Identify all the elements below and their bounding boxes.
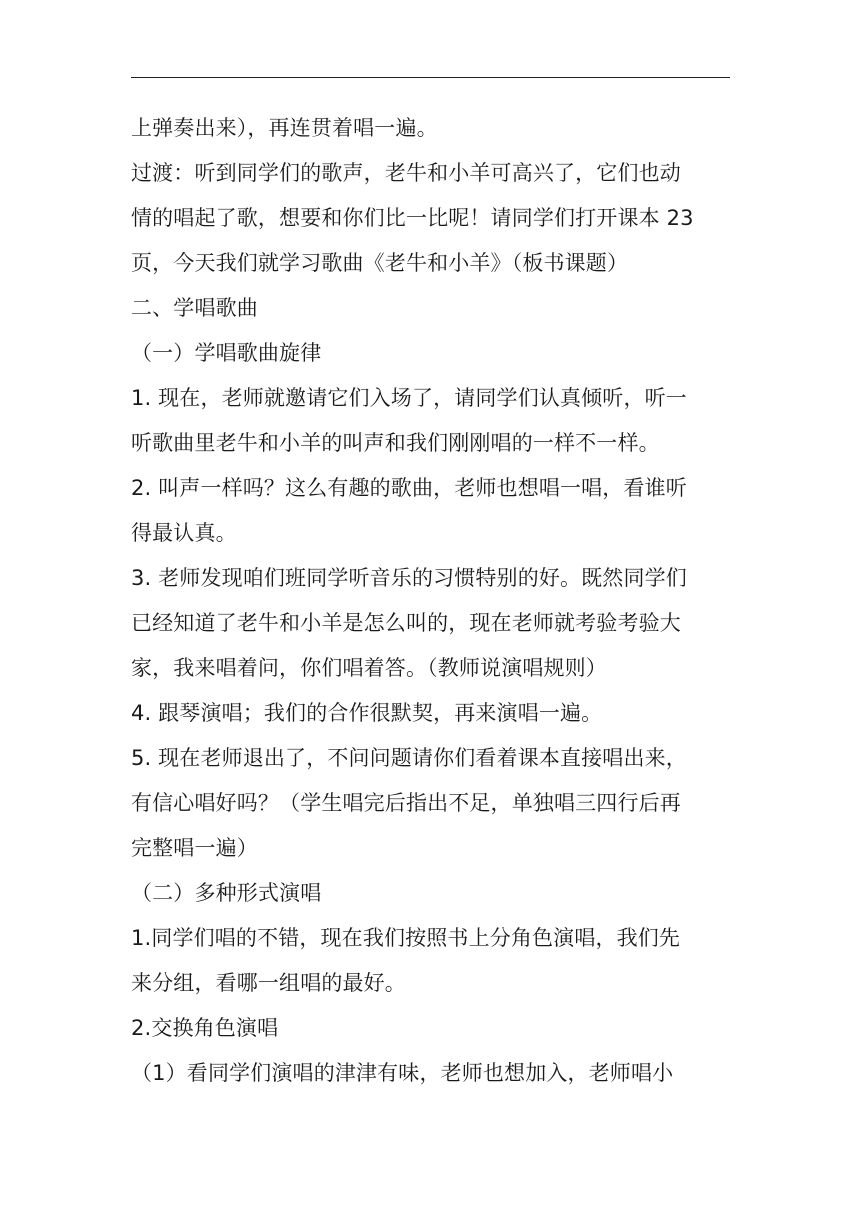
text-line: 1.同学们唱的不错，现在我们按照书上分角色演唱，我们先 xyxy=(131,926,681,950)
subsection-heading: （二）多种形式演唱 xyxy=(131,881,322,905)
text-line: 已经知道了老牛和小羊是怎么叫的，现在老师就考验考验大 xyxy=(131,611,681,635)
text-line: 来分组，看哪一组唱的最好。 xyxy=(131,971,406,995)
text-line: 4. 跟琴演唱；我们的合作很默契，再来演唱一遍。 xyxy=(131,701,603,725)
text-line: 有信心唱好吗？（学生唱完后指出不足，单独唱三四行后再 xyxy=(131,791,681,815)
text-line: 5. 现在老师退出了，不问问题请你们看着课本直接唱出来， xyxy=(131,746,687,770)
text-line: 2. 叫声一样吗？这么有趣的歌曲，老师也想唱一唱，看谁听 xyxy=(131,476,687,500)
text-line: 完整唱一遍） xyxy=(131,836,258,860)
text-line: 得最认真。 xyxy=(131,521,237,545)
text-line: （1）看同学们演唱的津津有味，老师也想加入，老师唱小 xyxy=(131,1061,674,1085)
text-line: 过渡：听到同学们的歌声，老牛和小羊可高兴了，它们也动 xyxy=(131,161,681,185)
text-line: 听歌曲里老牛和小羊的叫声和我们刚刚唱的一样不一样。 xyxy=(131,431,660,455)
text-line: 情的唱起了歌，想要和你们比一比呢！请同学们打开课本 23 xyxy=(131,206,694,230)
text-line: 3. 老师发现咱们班同学听音乐的习惯特别的好。既然同学们 xyxy=(131,566,687,590)
text-line: 2.交换角色演唱 xyxy=(131,1016,279,1040)
text-line: 页，今天我们就学习歌曲《老牛和小羊》（板书课题） xyxy=(131,251,629,275)
header-rule xyxy=(131,77,730,78)
subsection-heading: （一）学唱歌曲旋律 xyxy=(131,341,322,365)
text-line: 上弹奏出来），再连贯着唱一遍。 xyxy=(131,116,438,140)
text-line: 1. 现在，老师就邀请它们入场了，请同学们认真倾听，听一 xyxy=(131,386,687,410)
document-body xyxy=(131,106,730,1096)
section-heading: 二、学唱歌曲 xyxy=(131,296,258,320)
text-line: 家，我来唱着问，你们唱着答。（教师说演唱规则） xyxy=(131,656,607,680)
